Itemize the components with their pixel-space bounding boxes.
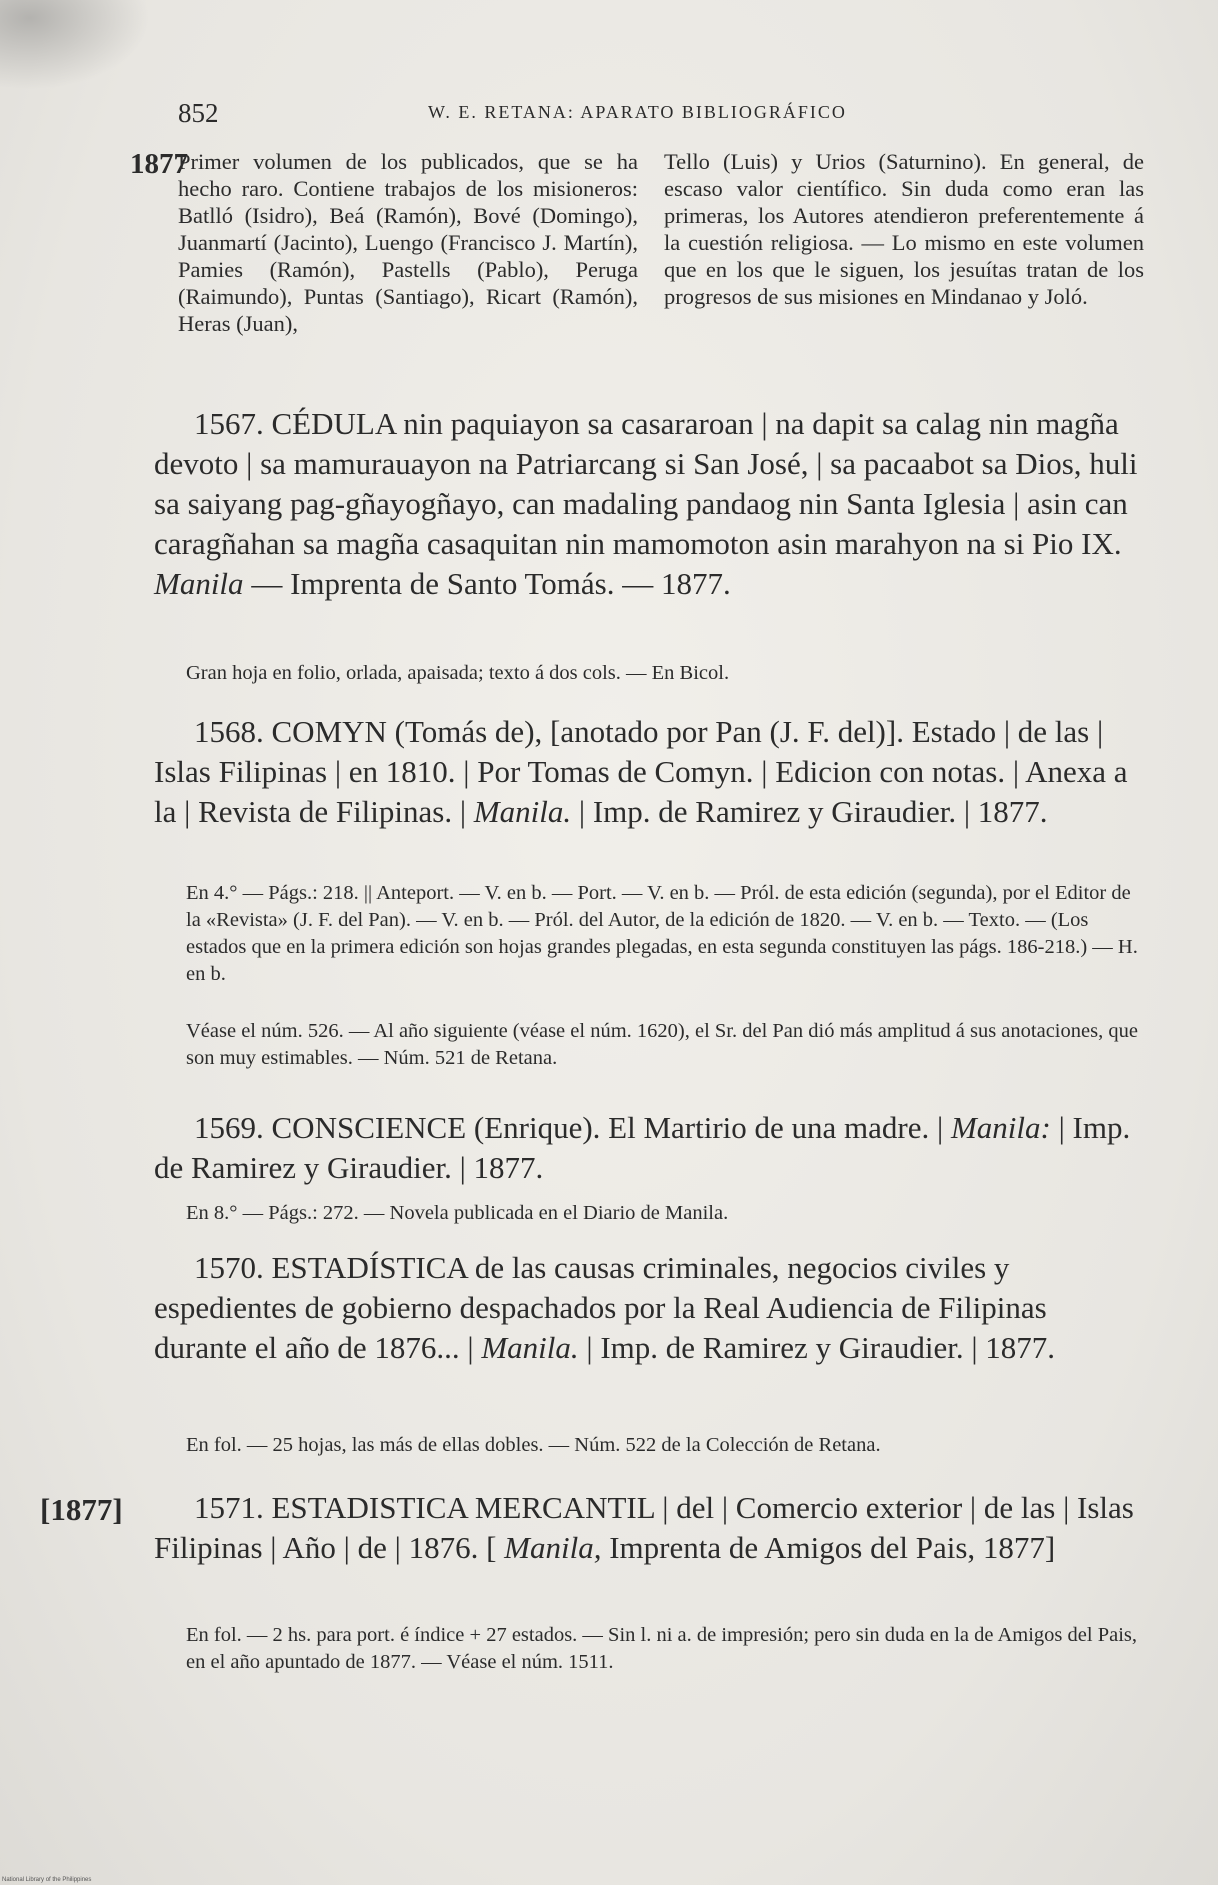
entry-note: En fol. — 25 hojas, las más de ellas dobles. — Núm. 522 de la Colección de Retana. (186, 1434, 881, 1456)
page-number: 852 (178, 98, 219, 128)
entry-number: 1567. (194, 406, 264, 441)
entry-number: 1568. (194, 714, 264, 749)
entry-1570 (154, 1248, 1144, 1368)
entry-number: 1571. (194, 1490, 264, 1525)
imprint-details: | Imp. de Ramirez y Giraudier. | 1877. (154, 1110, 1131, 1185)
entry-note: Véase el núm. 526. — Al año siguiente (véase el núm. 1620), el Sr. del Pan dió más amplitud á sus anotaciones, que son muy estimables. — Núm. 521 de Retana. (186, 1020, 1138, 1069)
entry-title: COMYN (Tomás de), [anotado por Pan (J. F. del)]. Estado | de las | Islas Filipinas | en 1810. | Por Tomas de Comyn. | Edicion con notas. | Anexa a la | Revista de Filipinas. | (154, 714, 1128, 829)
ink-smudge (0, 0, 150, 90)
imprint-place: Manila. (481, 1330, 579, 1365)
entry-number: 1569. (194, 1110, 264, 1145)
entry-note: En 8.° — Págs.: 272. — Novela publicada en el Diario de Manila. (186, 1202, 729, 1224)
entry-1568 (154, 712, 1144, 832)
entry-note: En 4.° — Págs.: 218. || Anteport. — V. en b. — Port. — V. en b. — Pról. de esta edición (segunda), por el Editor de la «Revista» (J. F. del Pan). — V. en b. — Pról. del Autor, de la edición de 1820. — V. en b. — Texto. — (Los estados que en la primera edición son hojas grandes plegadas, en esta segunda constituyen las págs. 186-218.) — H. en b. (186, 882, 1138, 985)
imprint-place: Manila. (473, 794, 572, 829)
imprint-details: | Imp. de Ramirez y Giraudier. | 1877. (586, 1330, 1056, 1365)
imprint-details: | Imp. de Ramirez y Giraudier. | 1877. (578, 794, 1048, 829)
footer-watermark: National Library of the Philippines (2, 1877, 92, 1883)
page-header (0, 98, 1218, 128)
imprint-place: Manila: (950, 1110, 1051, 1145)
imprint-details: — Imprenta de Santo Tomás. — 1877. (251, 566, 731, 601)
entry-title: CONSCIENCE (Enrique). El Martirio de una madre. | (271, 1110, 944, 1145)
entry-number: 1570. (194, 1250, 264, 1285)
entry-1571 (154, 1488, 1144, 1568)
entry-note: En fol. — 2 hs. para port. é índice + 27 estados. — Sin l. ni a. de impresión; pero sin duda en la de Amigos del Pais, en el año apuntado de 1877. — Véase el núm. 1511. (186, 1624, 1137, 1673)
margin-year: 1877 (130, 148, 188, 180)
entry-title: ESTADÍSTICA de las causas criminales, negocios civiles y espedientes de gobierno despachados por la Real Audiencia de Filipinas durante el año de 1876... | (154, 1250, 1047, 1365)
right-column-text: Tello (Luis) y Urios (Saturnino). En general, de escaso valor científico. Sin duda como eran las primeras, los Autores atendieron preferentemente á la cuestión religiosa. — Lo mismo en este volumen que en los que le siguen, los jesuítas tratan de los progresos de sus misiones en Mindanao y Joló. (664, 149, 1144, 309)
imprint-details: Imprenta de Amigos del Pais, 1877] (609, 1530, 1056, 1565)
entry-title: ESTADISTICA MERCANTIL | del | Comercio exterior | de las | Islas Filipinas | Año | de | 1876. [ (154, 1490, 1134, 1565)
entry-note: Gran hoja en folio, orlada, apaisada; texto á dos cols. — En Bicol. (186, 662, 730, 684)
entry-1569 (154, 1108, 1144, 1188)
entry-1567 (154, 404, 1144, 604)
imprint-place: Manila (154, 566, 244, 601)
left-column-text: Primer volumen de los publicados, que se ha hecho raro. Contiene trabajos de los misioneros: Batlló (Isidro), Beá (Ramón), Bové (Domingo), Juanmartí (Jacinto), Luengo (Francisco J. Martín), Pamies (Ramón), Pastells (Pablo), Peruga (Raimundo), Puntas (Santiago), Ricart (Ramón), Heras (Juan), (178, 149, 638, 336)
running-title: W. E. RETANA: APARATO BIBLIOGRÁFICO (428, 102, 847, 122)
imprint-place: Manila, (504, 1530, 602, 1565)
entry-title: CÉDULA nin paquiayon sa casararoan | na dapit sa calag nin magña devoto | sa mamurauayon na Patriarcang si San José, | sa pacaabot sa Dios, huli sa saiyang pag-gñayogñayo, can madaling pandaog nin Santa Iglesia | asin can caragñahan sa magña casaquitan nin mamomoton asin marahyon na si Pio IX. (154, 406, 1138, 561)
margin-year: [1877] (40, 1492, 123, 1527)
